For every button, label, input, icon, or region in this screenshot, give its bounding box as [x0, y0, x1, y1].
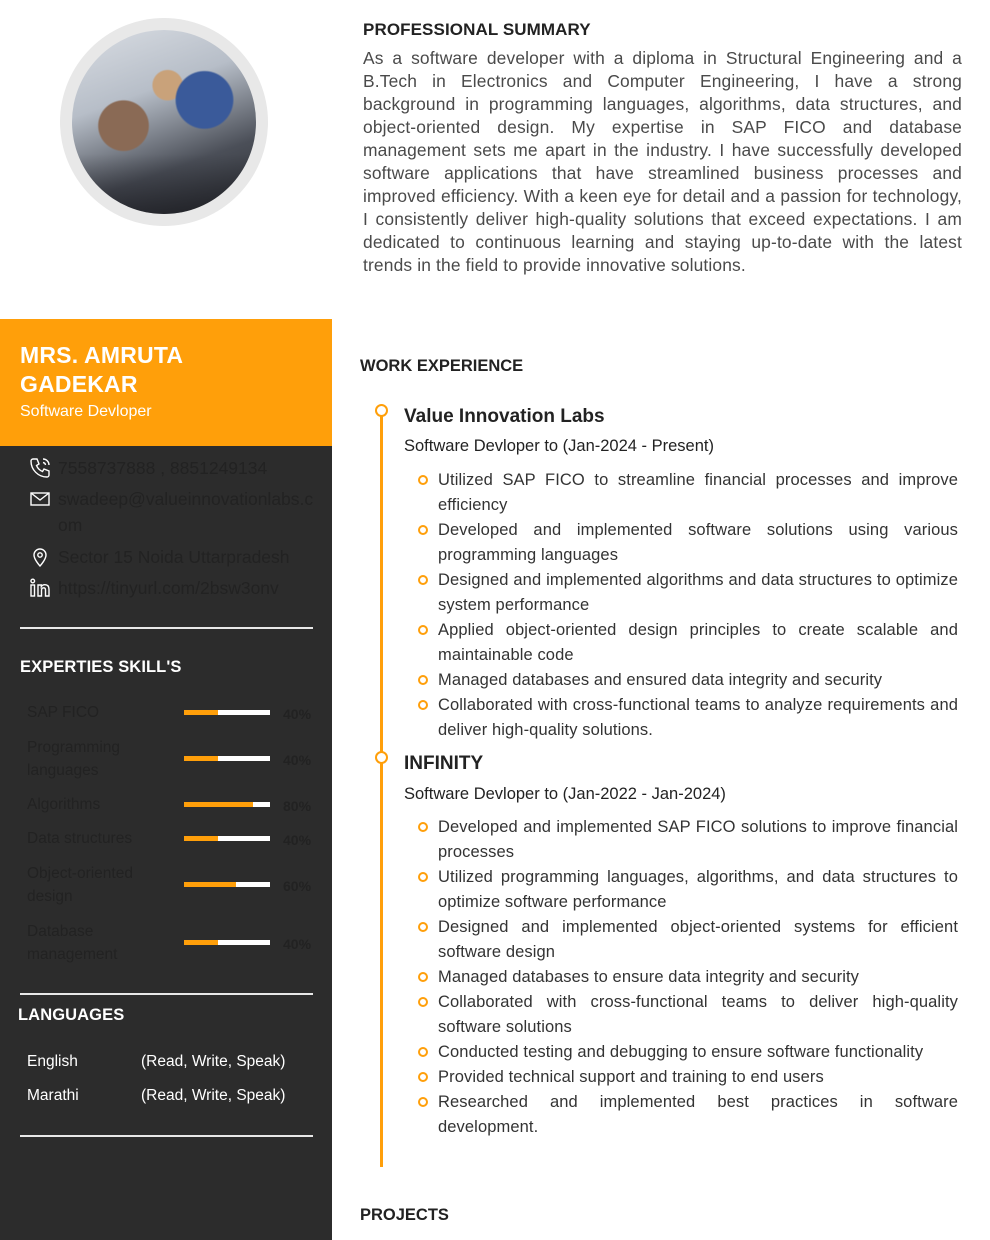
company-name: INFINITY: [404, 753, 484, 774]
skill-name: Database management: [27, 923, 118, 963]
list-item: [418, 468, 958, 518]
job-bullets: [418, 468, 958, 743]
list-item: [418, 618, 958, 668]
skill-row: [27, 920, 317, 966]
work-experience-heading: WORK EXPERIENCE: [360, 357, 524, 375]
list-item: [418, 915, 958, 965]
skill-name: Programming languages: [27, 739, 121, 779]
divider: [20, 1135, 313, 1137]
list-item: [418, 990, 958, 1040]
skill-percent: 60%: [283, 878, 312, 894]
location-pin-icon: [28, 545, 52, 569]
job-title: Software Devloper to (Jan-2024 - Present): [404, 437, 714, 455]
skills-heading: EXPERTIES SKILL'S: [20, 658, 182, 676]
phone-text: 7558737888 , 8851249134: [58, 458, 268, 478]
skill-bar-fill: [184, 802, 253, 807]
bullet-text: Collaborated with cross-functional teams to analyze requirements and deliver high-quality solutions.: [438, 696, 958, 739]
list-item: [418, 1065, 958, 1090]
skill-row: [27, 862, 317, 908]
timeline-dot: [375, 751, 388, 764]
summary-heading: PROFESSIONAL SUMMARY: [363, 20, 591, 39]
language-level: (Read, Write, Speak): [141, 1053, 286, 1070]
profile-photo: [72, 30, 256, 214]
skill-row: [27, 793, 317, 816]
bullet-circle-icon: [418, 1072, 428, 1082]
divider: [20, 993, 313, 995]
company-name: Value Innovation Labs: [404, 406, 605, 427]
skill-percent: 40%: [283, 936, 312, 952]
bullet-text: Conducted testing and debugging to ensure software functionality: [438, 1043, 924, 1061]
bullet-circle-icon: [418, 972, 428, 982]
skill-percent: 80%: [283, 798, 312, 814]
bullet-text: Designed and implemented algorithms and data structures to optimize system performance: [438, 571, 958, 614]
list-item: [418, 865, 958, 915]
bullet-text: Applied object-oriented design principles to create scalable and maintainable code: [438, 621, 958, 664]
skill-bar: [184, 802, 270, 807]
bullet-circle-icon: [418, 700, 428, 710]
language-row: [27, 1087, 286, 1105]
bullet-text: Managed databases and ensured data integrity and security: [438, 671, 883, 689]
skill-percent: 40%: [283, 706, 312, 722]
bullet-circle-icon: [418, 1047, 428, 1057]
contact-location: [28, 544, 320, 570]
skill-name: Data structures: [27, 830, 133, 847]
list-item: [418, 693, 958, 743]
bullet-text: Collaborated with cross-functional teams to deliver high-quality software solutions: [438, 993, 958, 1036]
skill-bar-fill: [184, 756, 218, 761]
list-item: [418, 965, 958, 990]
name-header: [0, 319, 332, 446]
skill-bar: [184, 710, 270, 715]
bullet-circle-icon: [418, 575, 428, 585]
list-item: [418, 1040, 958, 1065]
skill-percent: 40%: [283, 832, 312, 848]
language-level: (Read, Write, Speak): [141, 1087, 286, 1104]
skill-name: Object-oriented design: [27, 865, 133, 905]
candidate-name-line2: GADEKAR: [20, 371, 138, 397]
bullet-text: Utilized programming languages, algorithms, and data structures to optimize software performance: [438, 868, 958, 911]
bullet-circle-icon: [418, 1097, 428, 1107]
bullet-text: Developed and implemented software solutions using various programming languages: [438, 521, 958, 564]
job-title: Software Devloper to (Jan-2022 - Jan-2024): [404, 785, 726, 803]
language-row: [27, 1053, 286, 1071]
bullet-circle-icon: [418, 922, 428, 932]
skill-bar-fill: [184, 710, 218, 715]
skill-bar-fill: [184, 836, 218, 841]
bullet-text: Utilized SAP FICO to streamline financial processes and improve efficiency: [438, 471, 958, 514]
bullet-text: Provided technical support and training to end users: [438, 1068, 824, 1086]
projects-heading: PROJECTS: [360, 1206, 449, 1224]
bullet-circle-icon: [418, 675, 428, 685]
linkedin-icon: [28, 576, 52, 600]
divider: [20, 627, 313, 629]
bullet-circle-icon: [418, 475, 428, 485]
bullet-text: Developed and implemented SAP FICO solutions to improve financial processes: [438, 818, 958, 861]
language-name: Marathi: [27, 1087, 79, 1104]
candidate-role: Software Devloper: [20, 403, 152, 420]
skill-row: [27, 736, 317, 782]
skill-name: Algorithms: [27, 796, 101, 813]
skill-bar: [184, 882, 270, 887]
skill-name: SAP FICO: [27, 704, 100, 721]
contact-link: [28, 575, 320, 601]
contact-email: [28, 486, 320, 538]
skill-bar: [184, 940, 270, 945]
location-text: Sector 15 Noida Uttarpradesh: [58, 547, 290, 567]
languages-heading: LANGUAGES: [18, 1006, 125, 1024]
mail-icon: [28, 487, 52, 511]
summary-text: As a software developer with a diploma in Structural Engineering and a B.Tech in Electronics and Computer Engineering, I have a strong background in programming languages, algorithms, data structures, and object-oriented design. My expertise in SAP FICO and database management sets me apart in the industry. I have successfully developed software applications that have streamlined business processes and improved efficiency. With a keen eye for detail and a passion for technology, I consistently deliver high-quality solutions that exceed expectations. I am dedicated to continuous learning and staying up-to-date with the latest trends in the field to provide innovative solutions.: [363, 48, 962, 275]
job-bullets: [418, 815, 958, 1140]
language-name: English: [27, 1053, 78, 1070]
bullet-text: Managed databases to ensure data integrity and security: [438, 968, 860, 986]
bullet-text: Researched and implemented best practices in software development.: [438, 1093, 958, 1136]
bullet-circle-icon: [418, 997, 428, 1007]
profile-photo-frame: [60, 18, 268, 226]
contact-phone: [28, 455, 320, 481]
list-item: [418, 668, 958, 693]
skill-bar: [184, 756, 270, 761]
skill-row: [27, 701, 317, 724]
skill-bar: [184, 836, 270, 841]
experience-timeline: [380, 411, 383, 1167]
bullet-circle-icon: [418, 822, 428, 832]
email-text[interactable]: swadeep@valueinnovationlabs.com: [58, 489, 314, 535]
bullet-text: Designed and implemented object-oriented systems for efficient software design: [438, 918, 958, 961]
bullet-circle-icon: [418, 525, 428, 535]
profile-link-text[interactable]: https://tinyurl.com/2bsw3onv: [58, 578, 279, 598]
bullet-circle-icon: [418, 625, 428, 635]
list-item: [418, 518, 958, 568]
skill-row: [27, 827, 317, 850]
phone-icon: [28, 456, 52, 480]
skill-bar-fill: [184, 940, 218, 945]
list-item: [418, 568, 958, 618]
skill-percent: 40%: [283, 752, 312, 768]
list-item: [418, 1090, 958, 1140]
skill-bar-fill: [184, 882, 236, 887]
timeline-dot: [375, 404, 388, 417]
list-item: [418, 815, 958, 865]
candidate-name-line1: MRS. AMRUTA: [20, 342, 184, 368]
bullet-circle-icon: [418, 872, 428, 882]
